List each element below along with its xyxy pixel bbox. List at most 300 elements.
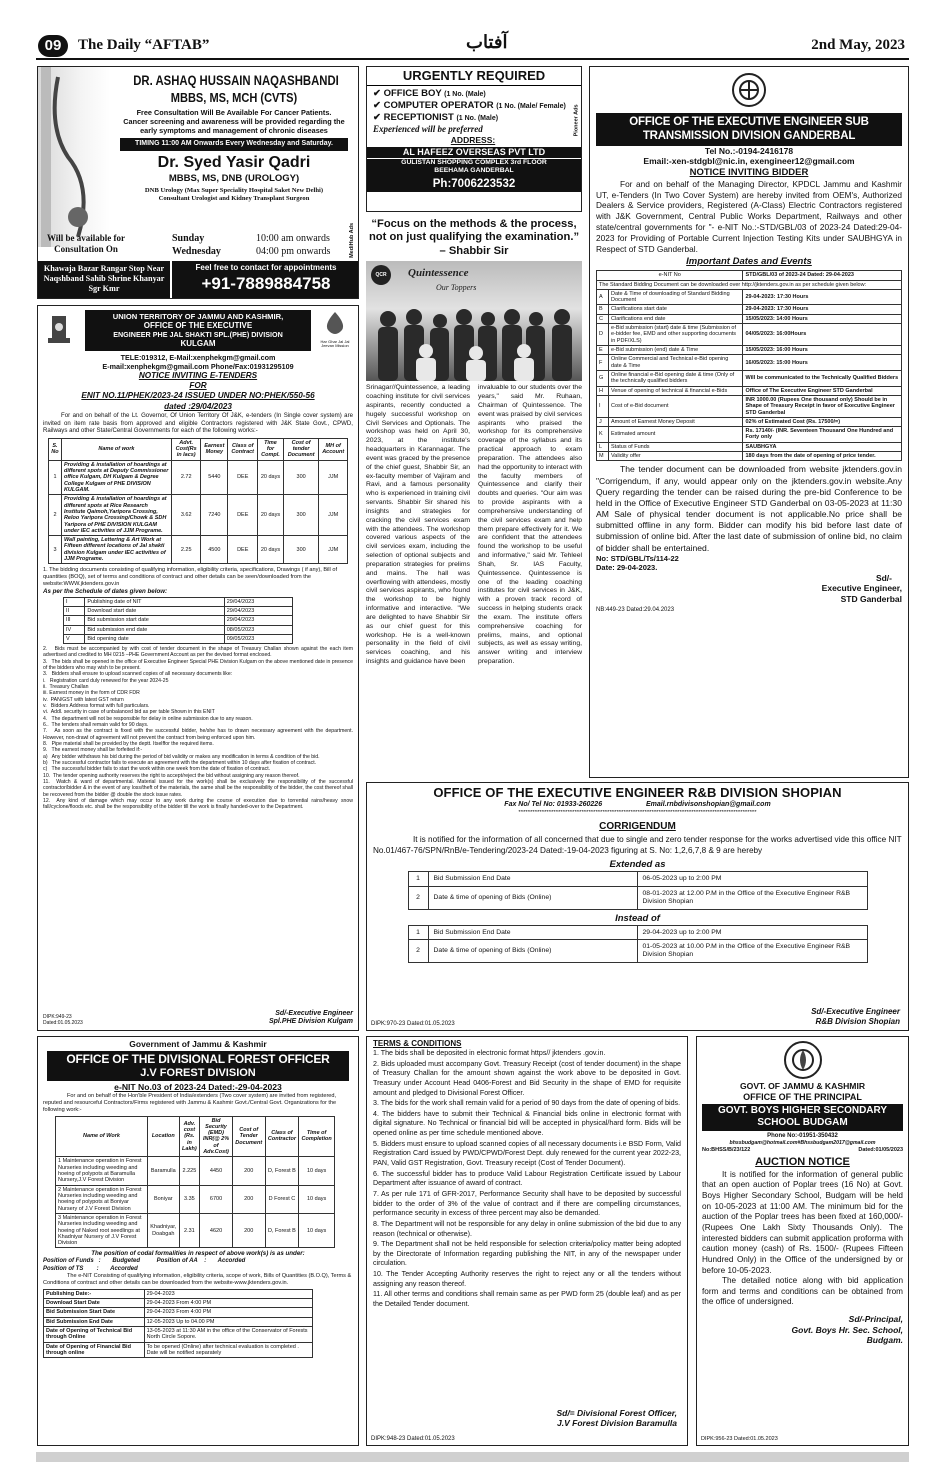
forest-work-row-cell: D, Forest B <box>265 1213 299 1248</box>
forest-schedule-row-cell: Download Start Date <box>44 1299 145 1308</box>
dates-row-cell: INR 1000.00 (Rupees One thousand only) Should be in Shape of Treasury Receipt in favor of Executive Engineer STD Ganderbal <box>743 395 902 417</box>
phe-schedule-row-cell: Bid submission end date <box>85 625 224 634</box>
forest-work-row <box>56 1185 335 1213</box>
dates-row-cell: K <box>597 427 609 443</box>
job-advertisement <box>366 66 582 212</box>
school-auction-notice <box>696 1036 909 1446</box>
dates-row-cell: e-Bid submission (start) date & time (Submission of e-bidder fee, EMD and other supporting documents in PDF/XLS) <box>609 324 743 346</box>
table-header: S. No <box>49 438 62 460</box>
phe-office-3: KULGAM <box>180 339 216 349</box>
kpdcl-logo <box>732 73 766 107</box>
shopian-dipk: DIPK:970-23 Dated:01.05.2023 <box>371 1020 455 1027</box>
phe-email: E-mail:xenphekgm@gmail.com Phone/Fax:01931295109 <box>102 361 294 371</box>
phe-intro: For and on behalf of the Lt. Governor, Of Union Territory Of J&K, e-tenders (In Single cover system) are invited on item rate basis from approved and eligible Contractors registered with J&K State Govt., CPWD, Railways and other State/Central Governments for each of the following works:- <box>43 411 353 435</box>
school-sig1: Sd/-Principal, <box>848 1314 903 1325</box>
forest-schedule <box>43 1289 313 1359</box>
news-headline: “Focus on the methods & the process, not on just qualifying the examination.” – Shabbir Sir <box>368 218 580 257</box>
school-gov: GOVT. OF JAMMU & KASHMIR <box>739 1081 866 1091</box>
phe-work-row-cell: JJM <box>319 536 348 564</box>
phe-works-table <box>48 438 348 565</box>
news-photo <box>366 261 582 381</box>
phe-p1: 1. The bidding documents consisting of qualifying information, eligibility criteria, specifications, Drawings ( if any), Bill of quantities (BOQ), set of terms and conditions of contract and other details can be seen/downloaded from the website:WWW.jktenders.gov.in <box>43 567 338 588</box>
school-dipk: DIPK:956-23 Dated:01.05.2023 <box>701 1436 778 1443</box>
dates-row-cell: M <box>597 452 609 461</box>
phe-sig2: Spl.PHE Division Kulgam <box>268 1018 353 1026</box>
school-no: No:BHSS/B/23/122 <box>702 1146 751 1153</box>
phe-work-row-cell: DEE <box>228 536 258 564</box>
phe-work-row-cell: 300 <box>283 495 319 536</box>
instead-table <box>408 925 868 963</box>
jjm-logo <box>318 310 352 349</box>
dates-row-cell: F <box>597 355 609 371</box>
terms-item: 4. The bidders have to submit their Technical & Financial bids online in electronic format with digital signature. No Technical or financial bid will be accepted in physical/hard form. Bids will be opened online as per time schedule mentioned above. <box>373 1109 681 1138</box>
extended-row-cell: 08-01-2023 at 12.00 P.M in the Office of the Executive Engineer R&B Division Shopian <box>637 887 867 910</box>
phe-schedule-row <box>64 625 293 634</box>
ee-ganderbal-title: OFFICE OF THE EXECUTIVE ENGINEER SUB TRANSMISSION DIVISION GANDERBAL <box>596 113 902 146</box>
school-office: OFFICE OF THE PRINCIPAL <box>743 1091 862 1102</box>
experience-line: Experienced will be preferred <box>373 123 483 134</box>
phe-schedule-row <box>64 606 293 615</box>
dates-row <box>597 386 902 395</box>
ee-ganderbal-sd: Sd/- <box>875 572 892 583</box>
extended-row-cell: Date & time of opening of Bids (Online) <box>428 887 637 910</box>
jk-emblem <box>784 1041 822 1079</box>
dates-row <box>597 370 902 386</box>
page-number: 09 <box>38 35 68 57</box>
dnb-line-2: Consultant Urologist and Kidney Transplant Surgeon <box>158 195 310 203</box>
phe-work-row-cell: 7240 <box>201 495 228 536</box>
forest-work-row-cell: 1 Maintenance operation in Forest Nurseries including weeding and hoeing of polypots at Baramulla Nursery,J.V Forest Division <box>56 1157 148 1185</box>
cancer-screening-line: Cancer screening and awareness will be provided regarding the early symptoms and management of chronic diseases <box>123 117 345 136</box>
phe-office-1: OFFICE OF THE EXECUTIVE <box>143 321 253 331</box>
shopian-corrigendum: CORRIGENDUM <box>599 820 676 832</box>
forest-schedule-row <box>44 1327 313 1343</box>
terms-item: 9. The Department shall not be held responsible for selection criteria/policy matter being adopted by the Directorate of Information regarding publishing the NIT, in any of the newspaper under circulation. <box>373 1240 681 1268</box>
dates-row-cell: I <box>597 395 609 417</box>
terms-dipk: DIPK:948-23 Dated:01.05.2023 <box>371 1435 455 1442</box>
forest-ts: Position of TS : Accorded <box>43 1265 138 1272</box>
table-header: Class of Contractor <box>265 1116 299 1157</box>
forest-schedule-row-cell: Bid Submission End Date <box>44 1317 145 1326</box>
dates-row-cell: Office of The Executive Engineer STD Ganderbal <box>743 386 902 395</box>
dates-row-cell: Online financial e-Bid opening date & time (Only of the technically qualified bidders <box>609 370 743 386</box>
phe-work-row-cell: 1 <box>49 460 62 495</box>
phe-sig1: Sd/-Executive Engineer <box>275 1009 353 1017</box>
terms-heading: TERMS & CONDITIONS <box>373 1039 462 1048</box>
forest-work-row <box>56 1157 335 1185</box>
phe-kulgam-notice <box>37 305 359 1031</box>
forest-schedule-row <box>44 1317 313 1326</box>
doctor-photo <box>38 67 110 247</box>
forest-schedule-row-cell: Date of Opening of Technical Bid through Online <box>44 1327 145 1343</box>
forest-funds: Position of Funds : Budgeted Position of AA : Accorded <box>43 1258 246 1265</box>
news-column-1: Srinagar//Quintessence, a leading coaching institute for civil services aspirants, recently conducted a hugely successful workshop on Civil Services and Optionals. The workshop was held on April 30, 2023, at the institute's headquarters in Karannagar. The event was graced by the presence of the chief guest, Shabbir Sir, an ex-faculty member of Vajiram and Ravi, and a famous personality who is experienced in training civil servants. Shabbir Sir shared his insights and strategies for cracking the civil services exam with the attendees. The workshop covered various aspects of the civil services exam, including the selection of optional subjects and preparation strategies for prelims and mains. The hall was overflowing with attendees, mostly civil services aspirants, who found the workshop to be highly informative and interactive. "We are delighted to have Shabbir Sir as our chief guest for this workshop. He is a well-known personality in the field of civil services coaching, and his insights and guidance have been <box>366 384 470 665</box>
terms-item: 10. The Tender Accepting Authority reserves the right to reject any or all the tenders without assigning any reason thereof. <box>373 1270 681 1288</box>
phe-work-row-cell: 2.72 <box>171 460 200 495</box>
wednesday-label: Wednesday <box>172 246 221 257</box>
ee-ganderbal-body: For and on behalf of the Managing Director, KPDCL Jammu and Kashmir UT, e-Tenders (In Two Cover System) are hereby invited from OEM's, Authorized Dealers & Service providers, Registered (A-Class) Electric Contractors registered with J&K Government, Central Public Works Department, Railways and other state/central governments for "- e-NIT No.:-STD/GBL/03 of 2023-24 Dated:29-04-2023 for Providing of Portable Current Injection Testing Kits under SAUBHGYA in Respect of STD Ganderbal. <box>596 178 902 254</box>
forest-schedule-row <box>44 1289 313 1298</box>
dates-row-cell: SAUBHGYA <box>743 442 902 451</box>
instead-of: Instead of <box>615 912 660 924</box>
job-row-3: ✔ RECEPTIONIST (1 No. (Male) <box>373 112 499 123</box>
table-header: Class of Contract <box>228 438 258 460</box>
table-header: Earnest Money <box>201 438 228 460</box>
news-column-2: invaluable to our students over the years," said Mr. Ruhaan, Chairman of Quintessence. The event was praised by civil services aspirants who praised the workshop for its comprehensive coverage of the syllabus and its practical approach to exam preparation. The attendees also had the opportunity to interact with the faculty members of Quintessence and clarify their doubts and queries. "Our aim was to provide aspirants with a comprehensive understanding of the civil services exam and help them prepare effectively for it. We are confident that the attendees found the workshop to be useful and informative," said Mr. Tehleel Shah, Sr. IAS Faculty, Quintessence. Quintessence is one of the leading coaching institutes for civil services in J&K, with a proven track record of success in helping students crack the exam. The institute offers comprehensive coaching for prelims, mains, and optional subjects, as well as essay writing, answer writing and interview preparation. <box>478 384 582 665</box>
mediahub-vertical: MediHub Ads <box>349 222 356 258</box>
extended-row <box>408 887 867 910</box>
forest-work-row-cell: D, Forest B <box>265 1157 299 1185</box>
job-ad-title: URGENTLY REQUIRED <box>367 67 581 86</box>
emblem-icon <box>734 75 764 105</box>
forest-work-row-cell: 10 days <box>299 1185 335 1213</box>
wednesday-time: 04:00 pm onwards <box>256 246 331 257</box>
extended-row <box>408 872 867 887</box>
instead-row-cell: 29-04-2023 up to 2:00 PM <box>637 925 867 940</box>
phe-work-row-cell: 3 <box>49 536 62 564</box>
phe-schedule-row-cell: III <box>64 616 85 625</box>
shopian-email: Email.rnbdivisonshopian@gmail.com <box>646 801 771 809</box>
forest-schedule-row-cell: 13-05-2023 at 11:30 AM in the office of the Conservator of Forests North Circle Sopore. <box>144 1327 312 1343</box>
dates-row-cell: 15/05/2023: 14:00 Hours <box>743 314 902 323</box>
phe-schedule-table <box>63 597 293 645</box>
phe-work-row-cell: 300 <box>283 460 319 495</box>
phe-enit: ENIT NO.11/PHEK/2023-24 ISSUED UNDER NO:PHEK/550-56 <box>81 391 315 401</box>
dates-row-cell: Amount of Earnest Money Deposit <box>609 417 743 426</box>
phe-schedule-row-cell: 09/05/2023 <box>224 634 292 643</box>
extended-row-cell: 1 <box>408 872 428 887</box>
phe-schedule-row-cell: Bid submission start date <box>85 616 224 625</box>
table-header: Adv. cost (Rs. in Lakh) <box>179 1116 200 1157</box>
dates-row <box>597 355 902 371</box>
school-title-2: SCHOOL BUDGAM <box>757 1117 848 1129</box>
table-header: Cost of Tender Document <box>232 1116 265 1157</box>
dates-row-cell: 29-04-2023: 17:30 Hours <box>743 305 902 314</box>
auction-heading: AUCTION NOTICE <box>755 1155 850 1168</box>
forest-schedule-row-cell: Bid Submission Start Date <box>44 1308 145 1317</box>
school-sig3: Budgam. <box>866 1335 903 1346</box>
forest-works-table <box>55 1116 335 1249</box>
dates-row-cell: H <box>597 386 609 395</box>
phe-schedule-heading: As per the Schedule of dates given below: <box>43 587 168 595</box>
dates-row-cell: Status of Funds <box>609 442 743 451</box>
forest-work-row-cell: Boniyar <box>148 1185 180 1213</box>
phe-dated-bottom: Dated:01.05.2023 <box>43 1020 83 1027</box>
phe-work-row-cell: 20 days <box>258 536 284 564</box>
shopian-stars: ****************************************************************************************************** <box>518 810 757 816</box>
dates-row-cell: L <box>597 442 609 451</box>
dates-row-cell: 16/05/2023: 15:00 Hours <box>743 355 902 371</box>
phe-schedule-row-cell: 29/04/2023 <box>224 597 292 606</box>
phe-schedule-row-cell: 29/04/2023 <box>224 606 292 615</box>
table-header: Time of Completion <box>299 1116 335 1157</box>
phe-schedule-row-cell: I <box>64 597 85 606</box>
terms-item: 2. Bids uploaded must accompany Govt. Treasury Receipt (cost of tender document) in the shape of Treasury Challan for the amount shown against the work above to be deposited in Govt. Treasury under Account Head 0406-Forest and Bid Security in the shape of EMD for requisite amount and pledged to Divisional Forest Officer. <box>373 1059 681 1097</box>
phe-schedule-row <box>64 634 293 643</box>
table-header: Name of Work <box>56 1116 148 1157</box>
extended-table <box>408 871 868 909</box>
doctor-1-name: DR. ASHAQ HUSSAIN NAQASHBANDI <box>133 73 339 88</box>
phe-work-row <box>49 495 348 536</box>
auction-body: It is notified for the information of general public that an open auction of Poplar trees (16 No) at Govt. Boys Higher Secondary School, Budgam will be held on 10-05-2023 at 11:00 AM. The minimum bid for the auction of the Poplar trees has been fixed at 160,000/- (Rupees One Lakh Sixty Thousands Only). The interested bidders can submit application proforma with caution money (cash) of Rs. 1500/- (Rupees Fifteen Hundred Only) in the Office of the undersigned by or before 10-05-2023. <box>702 1169 903 1275</box>
forest-work-row-cell: 200 <box>232 1157 265 1185</box>
phe-tel: TELE:019312, E-Mail:xenphekgm@gmail.com <box>120 352 276 362</box>
dates-row <box>597 417 902 426</box>
ee-ganderbal-email: Email:-xen-stdgbl@nic.in, exengineer12@gmail.com <box>643 156 855 167</box>
forest-p2: The e-NIT Consisting of qualifying information, eligibility criteria, scope of work, Bills of Quantities (B.O.Q), Terms & Conditions of contract and other details can be downloaded from the website-www.jktenders.gov.in. <box>43 1273 352 1287</box>
phe-work-row-cell: 2 <box>49 495 62 536</box>
pioneer-vertical: Pioneer Ads <box>573 104 580 137</box>
dates-row <box>597 427 902 443</box>
terms-item: 5. Bidders must ensure to upload scanned copies of all necessary documents i.e BSD Form, Valid Registration Card issued by PWD/CPWD/Forest Dept. duly renewed for the current year 2022-23, PAN, Valid GST Registration, Govt. Treasury receipt (Cost of Tender Document). <box>373 1139 681 1168</box>
dates-row-cell: Venue of opening of technical & financial e-Bids <box>609 386 743 395</box>
urdu-logo: آفتاب <box>466 32 508 53</box>
ee-ganderbal-tel: Tel No.:-0194-2416178 <box>704 145 794 156</box>
instead-row-cell: 1 <box>408 925 428 940</box>
dates-row <box>597 452 902 461</box>
dates-row-cell: Cost of e-Bid document <box>609 395 743 417</box>
masthead <box>36 32 909 60</box>
table-header: Time for Compl. <box>258 438 284 460</box>
phe-schedule-row-cell: Publishing date of NIT <box>85 597 224 606</box>
dates-row <box>597 289 902 305</box>
forest-work-row-cell: 4620 <box>200 1213 233 1248</box>
school-sig2: Govt. Boys Hr. Sec. School, <box>791 1324 903 1335</box>
phe-schedule-row-cell: IV <box>64 625 85 634</box>
table-header: Cost of tender Document <box>283 438 319 460</box>
phe-work-row-cell: JJM <box>319 495 348 536</box>
forest-intro: For and on behalf of the Hon'ble President of India/extenders (Two cover system) are invited from registered, reputed and resourceful Contractors/Firms registered with Jammu & Kashmir Govt./Central Govt. Organizations for the following work:- <box>43 1093 337 1113</box>
dates-row-cell: G <box>597 370 609 386</box>
forest-codal: The position of codal formalities in respect of above work(s) is as under: <box>91 1250 305 1258</box>
dates-row <box>597 442 902 451</box>
availability-label: Will be available for Consultation On <box>46 233 126 255</box>
extended-row-cell: 2 <box>408 887 428 910</box>
instead-row <box>408 940 867 963</box>
phe-schedule-row-cell: V <box>64 634 85 643</box>
phe-nit: NOTICE INVITING E-TENDERS <box>138 370 258 380</box>
forest-terms <box>366 1036 688 1446</box>
forest-work-row-cell: 3 Maintenance operation in Forest Nurseries including weeding and hoeing of Naked root seedlings at Khadniyar Nursery of J.V Forest Division <box>56 1213 148 1248</box>
ee-ganderbal-after: The tender document can be downloaded from website jktenders.gov.in "Corrigendum, if any, would appear only on the jktenders.gov.in website.Any Query regarding the tender can be raised during the pre-bid Conference to be held in the Office of Executive Engineer STD Ganderbal on 03-05-2023 at 11:30 AM Sale of physical tender document is not applicable.No price shall be submitted offline in any form. Bidder can modify his bid before last date of submission of online bid. After the last date of submission of online bid, no claim of bidder shall be entertained. <box>596 464 902 553</box>
school-dated: Dated:01/05/2023 <box>858 1146 903 1153</box>
ee-ganderbal-date: Date: 29-04-2023. <box>596 563 658 573</box>
dates-row <box>597 324 902 346</box>
dates-row-cell: E <box>597 346 609 355</box>
terms-item: 1. The bids shall be deposited in electronic format https// jktenders .gov.in. <box>373 1049 606 1057</box>
phe-work-row-cell: 20 days <box>258 460 284 495</box>
school-title-1: GOVT. BOYS HIGHER SECONDARY <box>717 1104 888 1116</box>
sunday-time: 10:00 am onwards <box>256 233 330 244</box>
doctor-advertisement <box>37 66 359 299</box>
news-article <box>366 218 582 778</box>
phe-work-row-cell: Providing & installation of hoardings at different spots at Deputy Commissioner office Kulgam, DH Kulgam & Degree College Kulgam of PHE DIVISION KULGAM. <box>61 460 171 495</box>
doctor-2-degree: MBBS, MS, DNB (UROLOGY) <box>168 173 300 185</box>
free-consult-line: Free Consultation Will Be Available For Cancer Patients. <box>136 108 332 118</box>
auction-body-2: The detailed notice along with bid application form and terms and conditions can be obtained from the office of undersigned. <box>702 1276 903 1307</box>
school-email: bhssbudgam@hotmail.com#Bhssbudgam2017@gmail.com <box>729 1140 876 1147</box>
phe-schedule-row-cell: II <box>64 606 85 615</box>
forest-work-row <box>56 1213 335 1248</box>
phe-work-row-cell: 4500 <box>201 536 228 564</box>
contact-phone: +91-7889884758 <box>201 274 331 293</box>
dates-row-cell: Clarifications end date <box>609 314 743 323</box>
dates-row-cell: 04/05/2023: 16:00Hours <box>743 324 902 346</box>
job-row-2: ✔ COMPUTER OPERATOR (1 No. (Male/ Female) <box>373 100 566 112</box>
terms-sig2: J.V Forest Division Baramulla <box>557 1418 677 1429</box>
dates-row <box>597 346 902 355</box>
forest-schedule-row-cell: 29-04-2023 From 4:00 PM <box>144 1299 312 1308</box>
table-header: Name of work <box>61 438 171 460</box>
rnb-shopian-notice <box>366 782 909 1031</box>
phe-work-row-cell: DEE <box>228 460 258 495</box>
forest-work-row-cell: 10 days <box>299 1213 335 1248</box>
company-address-2: BEEHAMA GANDERBAL <box>367 167 581 175</box>
instead-row-cell: Date & time of opening of Bids (Online) <box>428 940 637 963</box>
group-photo-figures <box>366 261 582 381</box>
important-dates-heading: Important Dates and Events <box>686 256 812 268</box>
forest-work-row-cell: 10 days <box>299 1157 335 1185</box>
phe-work-row-cell: JJM <box>319 460 348 495</box>
address-heading: ADDRESS: <box>450 135 496 146</box>
terms-item: 6. The successful bidder has to produce Valid Labour Registration Certificate issued by Labour Department after issuance of award of contract. <box>373 1169 681 1188</box>
instead-row <box>408 925 867 940</box>
forest-schedule-row-cell: 29-04-2023 From 4:00 PM <box>144 1308 312 1317</box>
phe-work-row-cell: 3.62 <box>171 495 200 536</box>
phe-ut: UNION TERRITORY OF JAMMU AND KASHMIR, <box>112 312 284 321</box>
shopian-fax: Fax No/ Tel No: 01933-260226 <box>504 801 603 809</box>
phe-work-row <box>49 460 348 495</box>
forest-work-row-cell: 2 Maintenance operation in Forest Nurseries including weeding and hoeing of polypots at Boniyar Nursery of J.V Forest Division <box>56 1185 148 1213</box>
doctor-1-degree: MBBS, MS, MCH (CVTS) <box>170 89 298 105</box>
forest-work-row-cell: Khadniyar, Doabgah <box>148 1213 180 1248</box>
forest-work-row-cell: D Forest C <box>265 1185 299 1213</box>
forest-schedule-row-cell: Publishing Date:- <box>44 1289 145 1298</box>
dates-row <box>597 305 902 314</box>
ee-ganderbal-nb: NB:449-23 Dated:29.04.2023 <box>596 607 675 614</box>
terms-item: 7. As per rule 171 of GFR-2017, Performance Security shall have to be deposited by successful bidder to the order of 3% of the value of contract and if there are compelling circumstances, performance security in excess of three percent may also be demanded. <box>373 1189 681 1218</box>
enit-label: e-NIT No <box>597 271 743 280</box>
dates-row-cell: Online Commercial and Technical e-Bid opening date & Time <box>609 355 743 371</box>
phe-work-row-cell: 2.25 <box>171 536 200 564</box>
shopian-title: OFFICE OF THE EXECUTIVE ENGINEER R&B DIVISION SHOPIAN <box>433 785 842 800</box>
phe-schedule-row-cell: 29/04/2023 <box>224 616 292 625</box>
shopian-sig2: R&B Division Shopian <box>815 1017 900 1026</box>
dates-row-cell: J <box>597 417 609 426</box>
dates-row-cell: Estimated amount <box>609 427 743 443</box>
forest-schedule-row-cell: 29-04-2023 <box>144 1289 312 1298</box>
company-name: AL HAFEEZ OVERSEAS PVT LTD <box>367 147 581 158</box>
dates-row-cell: Validity offer <box>609 452 743 461</box>
std-row: The Standard Bidding Document can be downloaded over http://jktenders.gov.in as per schedule given below: <box>597 280 902 289</box>
forest-work-row-cell: 4450 <box>200 1157 233 1185</box>
terms-item: 11. All other terms and conditions shall remain same as per PWD form 25 (double leaf) and as per the Detailed Tender document. <box>373 1290 681 1309</box>
phe-schedule-row-cell: 08/05/2023 <box>224 625 292 634</box>
forest-schedule-row-cell: Date of Opening of Financial Bid through online <box>44 1342 145 1358</box>
check-icon: ✔ <box>373 112 384 123</box>
forest-work-row-cell: 200 <box>232 1213 265 1248</box>
doctor-2-name: Dr. Syed Yasir Qadri <box>157 154 311 172</box>
shopian-body: It is notified for the information of all concerned that due to single and zero tender response for the works advertised vide this office NIT No.01/467-76/SPN/RnB/e-Tendering/2023-24 Dated:-19-04-2023 figuring at S. No: 1,2,6,7,8 & 9 are hereby <box>373 835 902 855</box>
phe-work-row-cell: Providing & installation of hoardings at different spots at Rice Research Institute Qaimoh,Yaripora Crossing, Reloo Yaripora Crossing/Chowk & SDH Yaripora of PHE DIVISION KULGAM under IEC activities of JJM Programe. <box>61 495 171 536</box>
photo-subtitle: Our Toppers <box>436 283 477 293</box>
footer-band <box>36 1452 909 1462</box>
terms-sig1: Sd/= Divisional Forest Officer, <box>556 1407 677 1418</box>
terms-list <box>373 1049 681 1310</box>
table-header: Location <box>148 1116 180 1157</box>
extended-row-cell: Bid Submission End Date <box>428 872 637 887</box>
forest-work-row-cell: 200 <box>232 1185 265 1213</box>
paper-name: The Daily “AFTAB” <box>78 37 210 53</box>
phe-dipk: DIPK:949-23 <box>43 1014 72 1021</box>
dates-row-cell: C <box>597 314 609 323</box>
dates-row-cell: 15/05/2023: 16:00 Hours <box>743 346 902 355</box>
instead-row-cell: 2 <box>408 940 428 963</box>
issue-date: 2nd May, 2023 <box>811 37 905 53</box>
instead-row-cell: 01-05-2023 at 10.00 P.M in the Office of the Executive Engineer R&B Division Shopian <box>637 940 867 963</box>
terms-item: 8. The Department will not be responsible for any delay in online submission of the bid due to any reason (technical or otherwise). <box>373 1219 681 1238</box>
phe-work-row <box>49 536 348 564</box>
phe-office-2: ENGINEER PHE JAL SHAKTI SPL.(PHE) DIVISION <box>113 329 283 339</box>
clinic-address: Khawaja Bazar Rangar Stop Near Naqshband Sahib Shrine Khanyar Sgr Kmr <box>38 261 170 299</box>
jjm-caption: Har Ghar Jal Jal Jeevan Mission <box>320 338 350 349</box>
forest-schedule-row-cell: To be opened (Online) after technical evaluation is completed . Date will be notified separately <box>144 1342 312 1358</box>
dates-row-cell: Date & Time of downloading of Standard Bidding Document <box>609 289 743 305</box>
enit-value: STD/GBL/03 of 2023-24 Dated: 29-04-2023 <box>743 271 902 280</box>
dnb-line-1: DNB Urology (Max Super Speciality Hospital Saket New Delhi) <box>144 187 324 195</box>
emblem-icon <box>44 312 74 352</box>
contact-label: Feel free to contact for appointments <box>195 263 337 272</box>
forest-schedule-row <box>44 1342 313 1358</box>
sunday-label: Sunday <box>172 233 205 244</box>
table-header: Bid Security (EMD) INR(@ 2% of Adv.Cost) <box>200 1116 233 1157</box>
instead-row-cell: Bid Submission End Date <box>428 925 637 940</box>
forest-enit: e-NIT No.03 of 2023-24 Dated:-29-04-2023 <box>114 1082 282 1093</box>
dates-row-cell: D <box>597 324 609 346</box>
dates-row-cell: A <box>597 289 609 305</box>
phe-work-row-cell: 20 days <box>258 495 284 536</box>
ee-ganderbal-no: No: STD/GBL/Ts/114-22 <box>596 553 679 563</box>
dates-row-cell: 02% of Estimated Cost (Rs. 17500/=) <box>743 417 902 426</box>
phe-for: FOR <box>189 381 207 391</box>
ee-ganderbal-sig2: STD Ganderbal <box>840 593 902 604</box>
dates-row-cell: e-Bid submission (end) date & Time <box>609 346 743 355</box>
emblem-icon <box>786 1043 820 1077</box>
dates-row <box>597 314 902 323</box>
terms-item: 3. The bids for the work shall remain valid for a period of 90 days from the date of opening of bids. <box>373 1099 681 1108</box>
phe-work-row-cell: 300 <box>283 536 319 564</box>
check-icon: ✔ <box>373 88 384 100</box>
phe-work-row-cell: 5440 <box>201 460 228 495</box>
phe-terms: 2. Bids must be accompanied by with cost of tender document in the shape of Treasury Challan shown against the each item advertised and credited to MH 0215 –PHE Government Account as per the devised format enclosed. 3. The bids shall be opened in the office of Executive Engineer Special PHE Division Kulgam on the above mentioned date in presence of the bidders who may wish to be present. 3. Bidders shall ensure to upload scanned copies of all necessary documents like: i. Registration card duly renewed for the year 2024-25 ii. Treasury Challan iii. Earnest money in the form of CDR FDR iv. PAN/GST with latest GST return v. Bidders Address format with full particulars. vi. Addl. security in case of unbalanced bid as per table Shown in this ENIT 4. The department will not be responsible for delay in online submission due to any reason. 6.. The tenders shall remain valid for 90 days. 7. As soon as the contract is fixed with the successful bidder, he/she has to drawn necessary agreement with the department. However, non-drawl of agreement will not prevent the contract from being enforced upon him. 8. Pipe material shall be provided by the deptt. Itselffor the required items. 9. The earnest money shall be forfeited if:- a) Any bidder withdraws his bid during the period of bid validity or makes any modification in terms & condition of the bid. b) The successful contractor fails to execute an agreement with the department within 10 days after fixation of contract. c) The successful bidder fails to start the work within one week from the date of fixation of contract. 10. The tender opening authority reserves the right to accept/reject the bid without assigning any reason thereof. 11. Watch & ward of departmental. Material issued for the work(s) shall be exclusively the responsibility of the successful contractor/bidder & in the event of any loss/theft of the materials, the same shall be the responsibility of the bidder, the cost thereof shall be recovered from the bidder @ double the stock issue rates. 12. Any kind of damage which may occur to any work during the course of execution due to torrential rains/heavy snow fall/cyclone/floods etc. shall be the responsibility of the bidder till the work is finally handed-over to the Department. <box>43 646 353 811</box>
notice-inviting-bidder: NOTICE INVITING BIDDER <box>689 167 809 178</box>
dates-row-cell: 29-04-2023: 17:30 Hours <box>743 289 902 305</box>
dates-row-cell: 180 days from the date of opening of price tender. <box>743 452 902 461</box>
ee-ganderbal-notice <box>589 66 909 778</box>
forest-title-1: OFFICE OF THE DIVISIONAL FOREST OFFICER <box>66 1051 330 1066</box>
phe-schedule-row-cell: Bid opening date <box>85 634 224 643</box>
forest-work-row-cell: 6700 <box>200 1185 233 1213</box>
forest-notice <box>37 1036 359 1446</box>
forest-schedule-row-cell: 12-05-2023 Up to 04.00 PM <box>144 1317 312 1326</box>
extended-row-cell: 06-05-2023 up to 2:00 PM <box>637 872 867 887</box>
forest-title-2: J.V FOREST DIVISION <box>140 1066 256 1079</box>
ee-ganderbal-sig1: Executive Engineer, <box>821 583 902 594</box>
phe-dated: dated :29/04/2023 <box>164 401 232 411</box>
school-phone: Phone No:-01951-350432 <box>767 1132 838 1139</box>
water-drop-icon <box>322 310 348 336</box>
shopian-sig1: Sd/-Executive Engineer <box>811 1007 900 1016</box>
